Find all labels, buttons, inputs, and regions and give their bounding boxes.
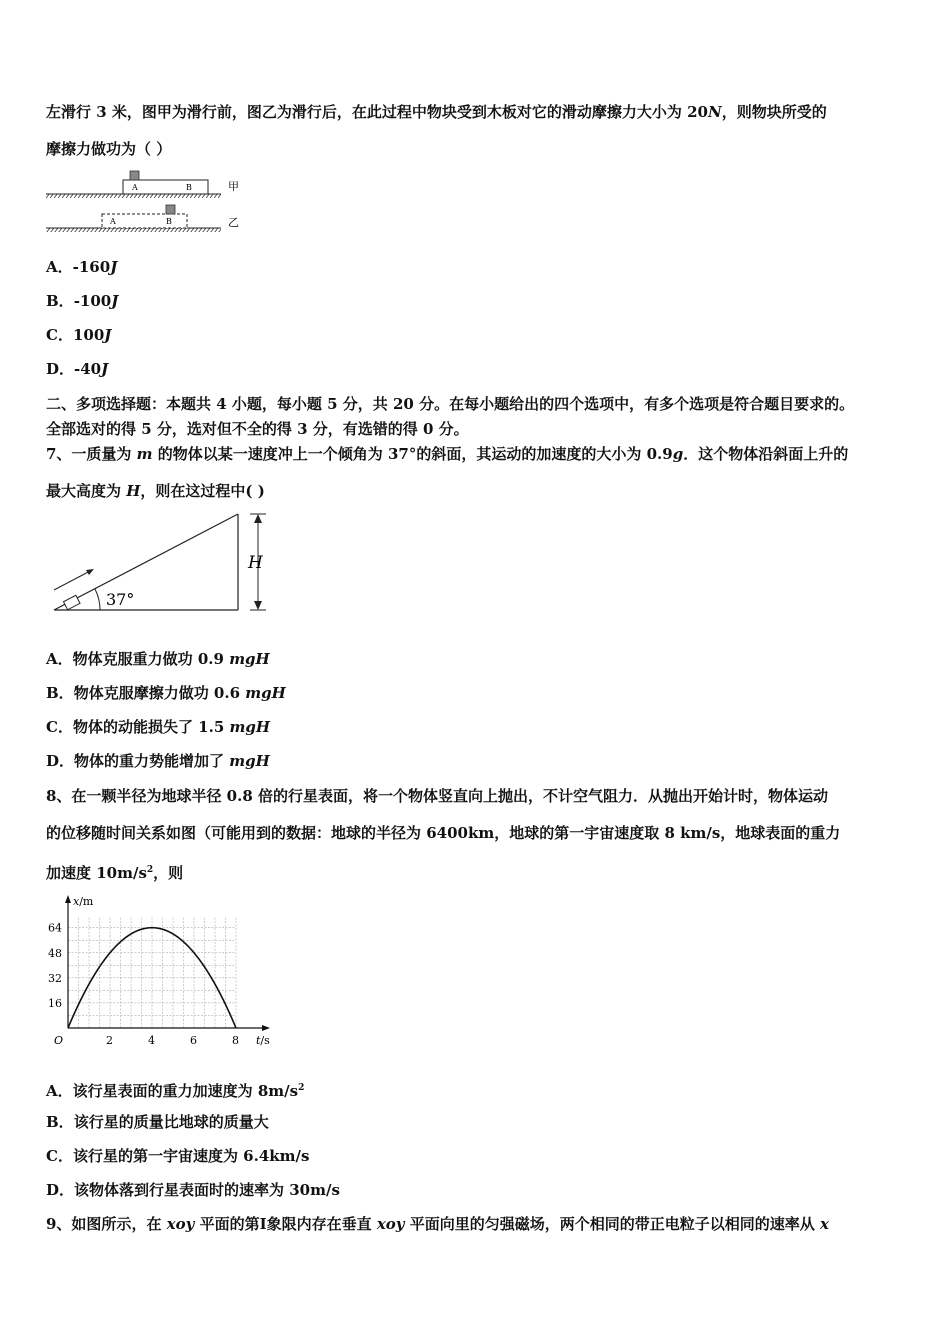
angle-arc — [95, 589, 100, 610]
q8-option-d: D．该物体落到行星表面时的速率为 30m/s — [46, 1181, 340, 1199]
q7-incline-figure — [46, 508, 276, 618]
label-b-yi: B — [166, 217, 172, 226]
label-a-jia: A — [132, 183, 138, 192]
y-tick-label: 32 — [48, 971, 62, 985]
q6-stem-line1: 左滑行 3 米，图甲为滑行前，图乙为滑行后，在此过程中物块受到木板对它的滑动摩擦力大小为 20N，则物块所受的 — [46, 103, 827, 121]
label-a-yi: A — [110, 217, 116, 226]
q7-stem-line2: 最大高度为 H，则在这过程中( ) — [46, 482, 265, 500]
q6-option-c: C．100J — [46, 326, 112, 344]
block-yi — [166, 205, 175, 214]
block — [63, 595, 80, 609]
x-tick-label: 8 — [232, 1034, 239, 1047]
x-tick-label: 6 — [190, 1034, 197, 1047]
x-tick-label: 4 — [148, 1034, 155, 1047]
y-tick-label: 64 — [48, 921, 62, 935]
label-yi: 乙 — [228, 216, 239, 229]
q6-option-d: D．-40J — [46, 360, 109, 378]
y-tick-label: 16 — [48, 996, 62, 1010]
velocity-arrow — [54, 570, 92, 590]
origin-label: O — [54, 1034, 64, 1047]
q6-option-a: A．-160J — [46, 258, 118, 276]
label-jia: 甲 — [228, 180, 239, 193]
height-label: H — [248, 553, 263, 573]
q7-option-d: D．物体的重力势能增加了 mgH — [46, 752, 270, 770]
y-axis-label: x/m — [73, 895, 94, 908]
q7-stem-line1: 7、一质量为 m 的物体以某一速度冲上一个倾角为 37°的斜面，其运动的加速度的大小为 0.9g．这个物体沿斜面上升的 — [46, 445, 849, 463]
x-tick-label: 2 — [106, 1034, 113, 1047]
q8-displacement-time-chart — [46, 893, 276, 1051]
block-jia — [130, 171, 139, 180]
q7-option-b: B．物体克服摩擦力做功 0.6 mgH — [46, 684, 286, 702]
incline-slope — [54, 514, 238, 610]
q7-option-a: A．物体克服重力做功 0.9 mgH — [46, 650, 270, 668]
x-axis-label: t/s — [256, 1034, 270, 1047]
y-tick-label: 48 — [48, 946, 62, 960]
label-b-jia: B — [186, 183, 192, 192]
q7-option-c: C．物体的动能损失了 1.5 mgH — [46, 718, 271, 736]
q8-option-c: C．该行星的第一宇宙速度为 6.4km/s — [46, 1147, 310, 1165]
q9-stem-line1: 9、如图所示，在 xoy 平面的第Ⅰ象限内存在垂直 xoy 平面向里的匀强磁场，两个相同的带正电粒子以相同的速率从 x — [46, 1215, 829, 1233]
q6-stem-line2: 摩擦力做功为（ ） — [46, 140, 172, 158]
q8-option-b: B．该行星的质量比地球的质量大 — [46, 1113, 269, 1131]
q8-option-a: A．该行星表面的重力加速度为 $8m/s^2$ — [46, 1082, 305, 1100]
section2-heading-line2: 全部选对的得 5 分，选对但不全的得 3 分，有选错的得 0 分。 — [46, 420, 469, 438]
q8-stem-line1: 8、在一颗半径为地球半径 0.8 倍的行星表面，将一个物体竖直向上抛出，不计空气阻力．从抛出开始计时，物体运动 — [46, 787, 828, 805]
q8-stem-line3: 加速度 $10m/s^2$，则 — [46, 864, 184, 882]
y-axis-arrow — [65, 895, 71, 903]
x-axis-arrow — [262, 1025, 270, 1031]
q6-figure — [46, 168, 246, 236]
q6-option-b: B．-100J — [46, 292, 119, 310]
q8-stem-line2: 的位移随时间关系如图（可能用到的数据：地球的半径为 6400km，地球的第一宇宙速度取 8 km/s，地球表面的重力 — [46, 824, 841, 842]
angle-label: 37° — [106, 590, 135, 609]
section2-heading-line1: 二、多项选择题：本题共 4 小题，每小题 5 分，共 20 分。在每小题给出的四个选项中，有多个选项是符合题目要求的。 — [46, 395, 855, 413]
